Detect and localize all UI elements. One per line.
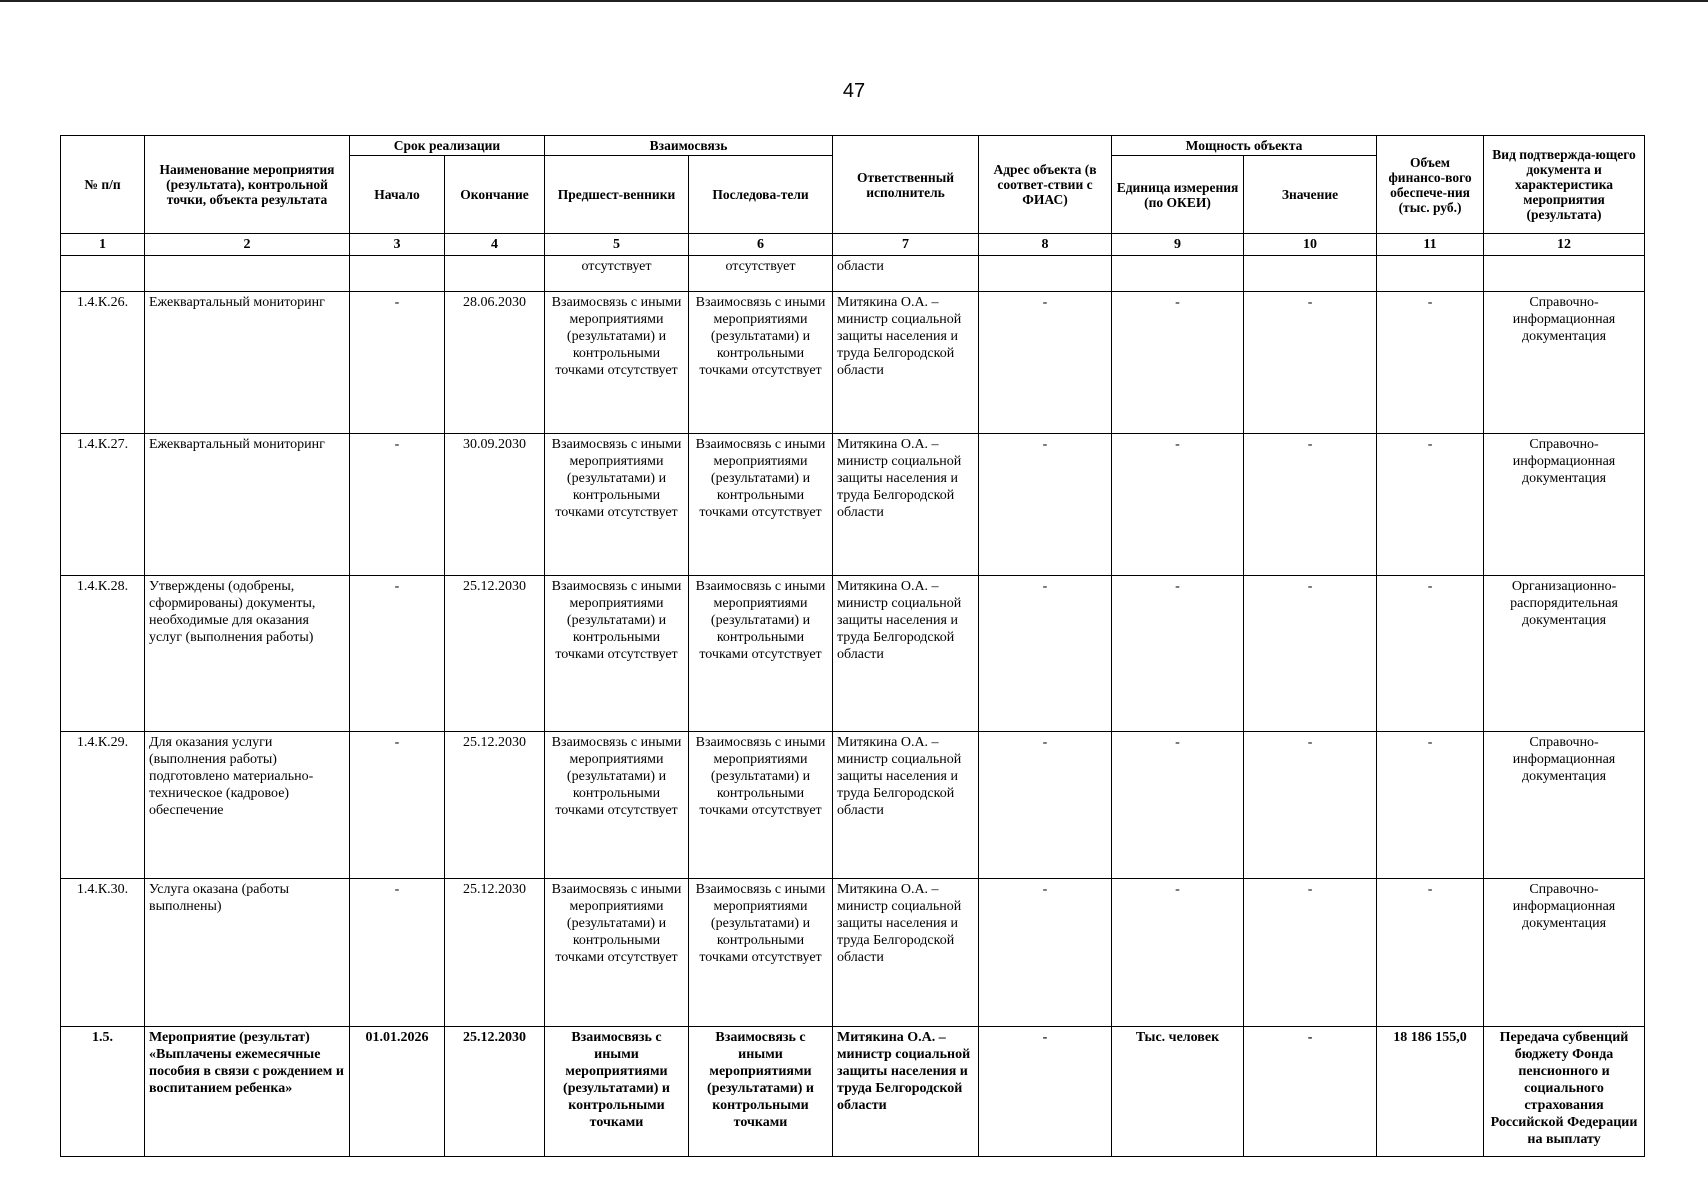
row-start: - bbox=[350, 434, 445, 576]
row-doc: Передача субвенций бюджету Фонда пенсионного и социального страхования Российской Федерации на выплату bbox=[1484, 1027, 1645, 1157]
row-unit: - bbox=[1112, 434, 1244, 576]
row-predecessors: Взаимосвязь с иными мероприятиями (результатами) и контрольными точками отсутствует bbox=[545, 576, 689, 732]
table-row bbox=[61, 732, 1645, 879]
table-row bbox=[61, 879, 1645, 1027]
row-doc: Справочно-информационная документация bbox=[1484, 434, 1645, 576]
row-predecessors: Взаимосвязь с иными мероприятиями (результатами) и контрольными точками отсутствует bbox=[545, 732, 689, 879]
header-capacity: Мощность объекта bbox=[1112, 136, 1377, 156]
header-start: Начало bbox=[350, 156, 445, 234]
header-end: Окончание bbox=[445, 156, 545, 234]
row-number: 1.4.К.27. bbox=[61, 434, 145, 576]
row-doc: Справочно-информационная документация bbox=[1484, 879, 1645, 1027]
col-number: 6 bbox=[689, 234, 833, 256]
header-predecessors: Предшест-венники bbox=[545, 156, 689, 234]
row-unit: - bbox=[1112, 292, 1244, 434]
row-funding: - bbox=[1377, 434, 1484, 576]
row-unit: - bbox=[1112, 732, 1244, 879]
header-doc: Вид подтвержда-ющего документа и характеристика мероприятия (результата) bbox=[1484, 136, 1645, 234]
col-number: 8 bbox=[979, 234, 1112, 256]
row-funding: - bbox=[1377, 292, 1484, 434]
row-start: - bbox=[350, 576, 445, 732]
row-funding: - bbox=[1377, 576, 1484, 732]
row-name: Услуга оказана (работы выполнены) bbox=[145, 879, 350, 1027]
cont-predecessors: отсутствует bbox=[545, 256, 689, 292]
row-successors: Взаимосвязь с иными мероприятиями (результатами) и контрольными точками отсутствует bbox=[689, 576, 833, 732]
row-responsible: Митякина О.А. – министр социальной защиты населения и труда Белгородской области bbox=[833, 576, 979, 732]
row-end: 25.12.2030 bbox=[445, 576, 545, 732]
row-predecessors: Взаимосвязь с иными мероприятиями (результатами) и контрольными точками отсутствует bbox=[545, 434, 689, 576]
row-unit: - bbox=[1112, 879, 1244, 1027]
row-unit: - bbox=[1112, 576, 1244, 732]
col-number: 3 bbox=[350, 234, 445, 256]
row-address: - bbox=[979, 292, 1112, 434]
row-successors: Взаимосвязь с иными мероприятиями (результатами) и контрольными точками отсутствует bbox=[689, 879, 833, 1027]
row-value: - bbox=[1244, 732, 1377, 879]
row-successors: Взаимосвязь с иными мероприятиями (результатами) и контрольными точками отсутствует bbox=[689, 434, 833, 576]
row-address: - bbox=[979, 576, 1112, 732]
row-name: Утверждены (одобрены, сформированы) документы, необходимые для оказания услуг (выполнения работы) bbox=[145, 576, 350, 732]
row-name: Ежеквартальный мониторинг bbox=[145, 292, 350, 434]
row-successors: Взаимосвязь с иными мероприятиями (результатами) и контрольными точками отсутствует bbox=[689, 732, 833, 879]
header-funding: Объем финансо-вого обеспече-ния (тыс. руб.) bbox=[1377, 136, 1484, 234]
header-period: Срок реализации bbox=[350, 136, 545, 156]
row-successors: Взаимосвязь с иными мероприятиями (результатами) и контрольными точками отсутствует bbox=[689, 292, 833, 434]
page-number: 47 bbox=[842, 80, 866, 102]
row-number: 1.4.К.29. bbox=[61, 732, 145, 879]
cont-successors: отсутствует bbox=[689, 256, 833, 292]
row-number: 1.4.К.30. bbox=[61, 879, 145, 1027]
continuation-row bbox=[61, 256, 1645, 292]
header-value: Значение bbox=[1244, 156, 1377, 234]
top-border-line bbox=[0, 0, 1708, 2]
row-value: - bbox=[1244, 1027, 1377, 1157]
row-value: - bbox=[1244, 879, 1377, 1027]
col-number: 9 bbox=[1112, 234, 1244, 256]
col-number: 5 bbox=[545, 234, 689, 256]
row-value: - bbox=[1244, 434, 1377, 576]
row-end: 25.12.2030 bbox=[445, 732, 545, 879]
col-number: 2 bbox=[145, 234, 350, 256]
row-start: 01.01.2026 bbox=[350, 1027, 445, 1157]
cont-responsible: области bbox=[833, 256, 979, 292]
row-number: 1.4.К.28. bbox=[61, 576, 145, 732]
row-doc: Справочно-информационная документация bbox=[1484, 732, 1645, 879]
col-number: 11 bbox=[1377, 234, 1484, 256]
row-end: 28.06.2030 bbox=[445, 292, 545, 434]
col-number: 10 bbox=[1244, 234, 1377, 256]
table-row bbox=[61, 292, 1645, 434]
row-address: - bbox=[979, 434, 1112, 576]
header-name: Наименование мероприятия (результата), контрольной точки, объекта результата bbox=[145, 136, 350, 234]
row-responsible: Митякина О.А. – министр социальной защиты населения и труда Белгородской области bbox=[833, 1027, 979, 1157]
row-successors: Взаимосвязь с иными мероприятиями (результатами) и контрольными точками bbox=[689, 1027, 833, 1157]
activities-table bbox=[60, 135, 1645, 1157]
row-name: Мероприятие (результат) «Выплачены ежемесячные пособия в связи с рождением и воспитанием ребенка» bbox=[145, 1027, 350, 1157]
col-number: 7 bbox=[833, 234, 979, 256]
row-start: - bbox=[350, 732, 445, 879]
col-number: 1 bbox=[61, 234, 145, 256]
row-funding: - bbox=[1377, 879, 1484, 1027]
row-value: - bbox=[1244, 292, 1377, 434]
row-start: - bbox=[350, 292, 445, 434]
row-responsible: Митякина О.А. – министр социальной защиты населения и труда Белгородской области bbox=[833, 292, 979, 434]
table-row bbox=[61, 576, 1645, 732]
row-address: - bbox=[979, 1027, 1112, 1157]
header-no: № п/п bbox=[61, 136, 145, 234]
row-number: 1.5. bbox=[61, 1027, 145, 1157]
col-number: 4 bbox=[445, 234, 545, 256]
row-address: - bbox=[979, 879, 1112, 1027]
header-address: Адрес объекта (в соответ-ствии с ФИАС) bbox=[979, 136, 1112, 234]
header-successors: Последова-тели bbox=[689, 156, 833, 234]
row-responsible: Митякина О.А. – министр социальной защиты населения и труда Белгородской области bbox=[833, 434, 979, 576]
row-predecessors: Взаимосвязь с иными мероприятиями (результатами) и контрольными точками bbox=[545, 1027, 689, 1157]
row-name: Для оказания услуги (выполнения работы) подготовлено материально-техническое (кадровое) обеспечение bbox=[145, 732, 350, 879]
row-funding: 18 186 155,0 bbox=[1377, 1027, 1484, 1157]
row-value: - bbox=[1244, 576, 1377, 732]
row-unit: Тыс. человек bbox=[1112, 1027, 1244, 1157]
row-end: 30.09.2030 bbox=[445, 434, 545, 576]
header-unit: Единица измерения (по ОКЕИ) bbox=[1112, 156, 1244, 234]
header-relation: Взаимосвязь bbox=[545, 136, 833, 156]
row-end: 25.12.2030 bbox=[445, 1027, 545, 1157]
header-responsible: Ответственный исполнитель bbox=[833, 136, 979, 234]
row-responsible: Митякина О.А. – министр социальной защиты населения и труда Белгородской области bbox=[833, 732, 979, 879]
row-start: - bbox=[350, 879, 445, 1027]
row-predecessors: Взаимосвязь с иными мероприятиями (результатами) и контрольными точками отсутствует bbox=[545, 879, 689, 1027]
row-name: Ежеквартальный мониторинг bbox=[145, 434, 350, 576]
table-row bbox=[61, 434, 1645, 576]
row-predecessors: Взаимосвязь с иными мероприятиями (результатами) и контрольными точками отсутствует bbox=[545, 292, 689, 434]
column-numbers-row bbox=[61, 234, 1645, 256]
row-number: 1.4.К.26. bbox=[61, 292, 145, 434]
col-number: 12 bbox=[1484, 234, 1645, 256]
row-end: 25.12.2030 bbox=[445, 879, 545, 1027]
row-address: - bbox=[979, 732, 1112, 879]
row-responsible: Митякина О.А. – министр социальной защиты населения и труда Белгородской области bbox=[833, 879, 979, 1027]
row-doc: Организационно-распорядительная документация bbox=[1484, 576, 1645, 732]
final-row bbox=[61, 1027, 1645, 1157]
row-doc: Справочно-информационная документация bbox=[1484, 292, 1645, 434]
row-funding: - bbox=[1377, 732, 1484, 879]
